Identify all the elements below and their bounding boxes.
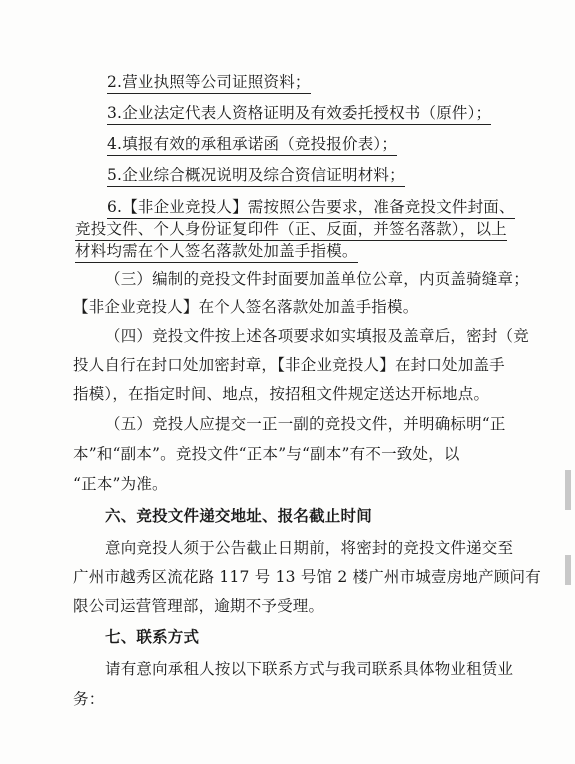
paragraph-4-line-2: 投人自行在封口处加密封章，【非企业竞投人】在封口处加盖手: [73, 356, 505, 374]
list-item-6-line-3: 材料均需在个人签名落款处加盖手指模。: [75, 241, 358, 263]
section-7-line-1: 请有意向承租人按以下联系方式与我司联系具体物业租赁业: [105, 660, 514, 678]
section-6-heading: 六、竞投文件递交地址、报名截止时间: [105, 507, 372, 525]
list-item-5: 5.企业综合概况说明及综合资信证明材料；: [107, 165, 405, 187]
section-6-line-3: 限公司运营管理部，逾期不予受理。: [73, 597, 325, 615]
paragraph-5-line-1: （五）竞投人应提交一正一副的竞投文件，并明确标明“正: [105, 415, 506, 433]
section-7-heading: 七、联系方式: [105, 628, 200, 646]
list-item-6-line-1: 6.【非企业竞投人】需按照公告要求，准备竞投文件封面、: [107, 197, 515, 219]
paragraph-5-line-2: 本”和“副本”。竞投文件“正本”与“副本”有不一致处，以: [73, 445, 460, 463]
paragraph-3-line-2: 【非企业竞投人】在个人签名落款处加盖手指模。: [73, 298, 419, 316]
paragraph-3-line-1: （三）编制的竞投文件封面要加盖单位公章，内页盖骑缝章；: [105, 270, 529, 288]
list-item-3: 3.企业法定代表人资格证明及有效委托授权书（原件）；: [107, 103, 491, 125]
list-item-6-line-2: 竞投文件、个人身份证复印件（正、反面，并签名落款），以上: [75, 219, 507, 241]
paragraph-4-line-3: 指模），在指定时间、地点，按招租文件规定送达开标地点。: [73, 385, 490, 403]
section-6-line-1: 意向竞投人须于公告截止日期前，将密封的竞投文件递交至: [105, 539, 514, 557]
list-item-4: 4.填报有效的承租承诺函（竞投报价表）；: [107, 134, 397, 156]
scan-edge-mark: [565, 470, 571, 510]
list-item-2: 2.营业执照等公司证照资料；: [107, 72, 311, 94]
paragraph-4-line-1: （四）竞投文件按上述各项要求如实填报及盖章后，密封（竞: [105, 327, 529, 345]
section-6-line-2: 广州市越秀区流花路 117 号 13 号馆 2 楼广州市城壹房地产顾问有: [73, 568, 541, 586]
scan-edge-mark: [565, 555, 571, 585]
section-7-line-2: 务：: [73, 690, 105, 708]
paragraph-5-line-3: “正本”为准。: [73, 475, 168, 493]
